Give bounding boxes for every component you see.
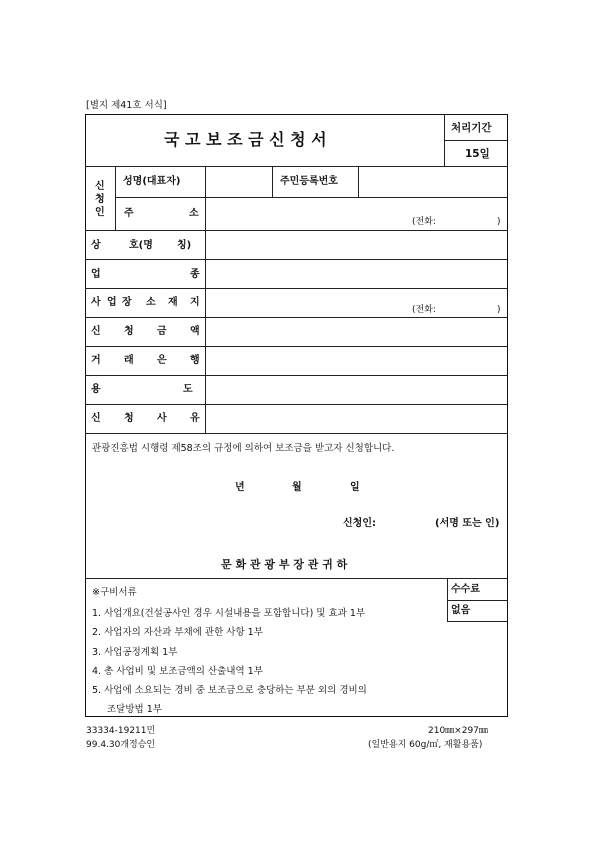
rule [85,433,508,434]
document-item: 조달방법 1부 [107,704,162,715]
form-number: [별지 제41호 서식] [86,100,167,111]
rule [115,166,116,230]
trade-name-field[interactable] [207,232,506,257]
id-number-label: 주민등록번호 [280,176,338,187]
processing-value: 15일 [465,148,490,160]
processing-label: 처리기간 [451,122,492,134]
address-phone-close: ) [497,217,501,227]
address-phone-open: (전화: [412,217,436,227]
bank-label-1: 거 [91,355,101,366]
address-label-2: 소 [189,208,199,219]
location-label-2: 업 [107,297,117,308]
rule [85,404,508,405]
id-number-field[interactable] [360,168,506,195]
reason-label-2: 청 [124,413,134,424]
rule [85,578,508,579]
rule [205,166,206,433]
applicant-label-3: 인 [95,207,105,218]
trade-name-label-2: 호(명 [129,240,153,251]
address-label-1: 주 [124,208,134,219]
rule [85,288,508,289]
fee-bottom [447,621,508,622]
name-label: 성명(대표자) [123,176,181,187]
reason-label-1: 신 [91,413,101,424]
processing-divider [444,140,508,141]
date-month-label: 월 [292,482,302,493]
rule [85,346,508,347]
reason-label-3: 사 [157,413,167,424]
reason-label-4: 유 [190,413,200,424]
footer-paper-spec: (일반용지 60g/㎡, 재활용품) [368,740,483,750]
document-item: 3. 사업공정계획 1부 [92,647,178,658]
business-type-label-2: 종 [190,269,200,280]
rule [85,166,508,167]
bank-label-2: 래 [124,355,134,366]
document-item: 1. 사업개요(건설공사인 경우 시설내용을 포함합니다) 및 효과 1부 [92,608,366,619]
business-type-field[interactable] [207,261,506,286]
document-item: 2. 사업자의 자산과 부채에 관한 사항 1부 [92,627,263,638]
form-title: 국 고 보 조 금 신 청 서 [164,130,327,149]
amount-label-2: 청 [124,326,134,337]
location-label-5: 재 [168,297,178,308]
usage-label-2: 도 [183,384,193,395]
rule [85,317,508,318]
fee-divider [447,600,508,601]
reason-field[interactable] [207,406,506,431]
date-day-label: 일 [350,482,360,493]
rule [85,259,508,260]
location-phone-open: (전화: [412,305,436,315]
rule [85,375,508,376]
footer-paper-size: 210㎜×297㎜ [428,726,488,736]
location-field[interactable] [207,290,506,315]
document-item: 4. 총 사업비 및 보조금액의 산출내역 1부 [92,666,263,677]
fee-label: 수수료 [451,584,480,595]
usage-label-1: 용 [91,384,101,395]
amount-label-3: 금 [157,326,167,337]
name-field[interactable] [207,168,270,195]
amount-field[interactable] [207,319,506,344]
trade-name-label-1: 상 [91,240,101,251]
applicant-label-2: 청 [95,194,105,205]
bank-label-3: 은 [157,355,167,366]
rule [272,166,273,197]
addressee: 문 화 관 광 부 장 관 귀 하 [221,558,348,571]
application-statement: 관광진흥법 시행령 제58조의 규정에 의하여 보조금을 받고자 신청합니다. [92,443,395,454]
fee-value: 없음 [451,605,471,616]
rule [115,197,508,198]
rule [85,230,508,231]
signature-note: (서명 또는 인) [435,518,500,529]
footer-form-code: 33334-19211민 [86,726,156,736]
footer-approval: 99.4.30개정승인 [86,740,156,750]
location-phone-close: ) [497,305,501,315]
document-item: 5. 사업에 소요되는 경비 중 보조금으로 충당하는 부분 외의 경비의 [92,685,367,696]
amount-label-1: 신 [91,326,101,337]
amount-label-4: 액 [190,326,200,337]
location-label-4: 소 [146,297,156,308]
location-label-6: 지 [190,297,200,308]
bank-label-4: 행 [190,355,200,366]
bank-field[interactable] [207,348,506,373]
documents-heading: ※구비서류 [92,587,137,598]
usage-field[interactable] [207,377,506,402]
rule [358,166,359,197]
signature-label: 신청인: [343,518,376,529]
location-label-3: 장 [122,297,132,308]
trade-name-label-3: 칭) [177,240,192,251]
location-label-1: 사 [91,297,101,308]
address-field[interactable] [207,199,506,228]
fee-divider-vertical [447,578,448,621]
date-year-label: 년 [235,482,245,493]
business-type-label-1: 업 [91,269,101,280]
applicant-label-1: 신 [95,181,105,192]
